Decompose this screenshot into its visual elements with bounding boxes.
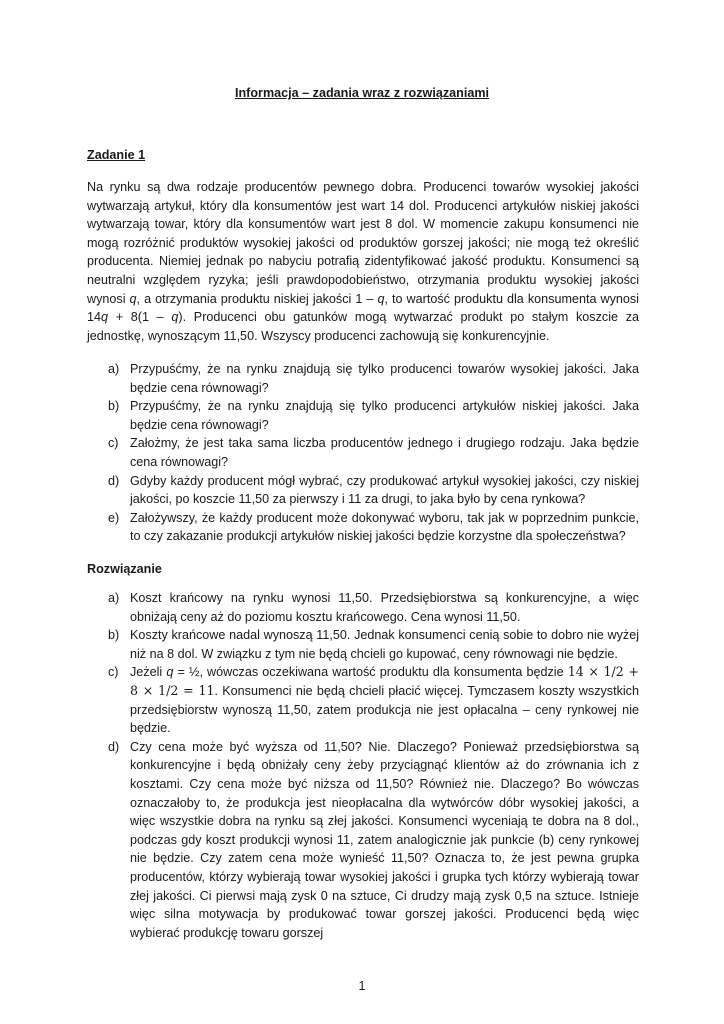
question-item <box>87 509 639 546</box>
solution-text: Czy cena może być wyższa od 11,50? Nie. Dlaczego? Ponieważ przedsiębiorstwa są konkurencyjne i będą obniżały ceny żeby przyciągnąć klientów aż do zrównania ich z kosztami. Czy cena może być niższa od 11,50? Również nie. Dlaczego? Bo wówczas oznaczałoby to, że produkcja jest nieopłacalna dla wytwórców dóbr wysokiej jakości, a więc wszystkie dobra na rynku są złej jakości. Konsumenci wyceniają te dobra na 8 dol., podczas gdy koszt produkcji wynosi 11, zatem analogicznie jak punkcie (b) ceny rynkowej nie będzie. Czy zatem cena może wynieść 11,50? Oznacza to, że jest pewna grupka producentów, którzy wybierają towar wysokiej jakości i grupka tych którzy wybierają towar złej jakości. Ci pierwsi mają zysk 0 na sztuce, Ci drudzy mają zysk 0,5 na sztuce. Istnieje więc silna motywacja by produkować towar gorszej jakości. Producenci będą więc wybierać produkcję towaru gorszej <box>130 739 639 940</box>
list-marker: b) <box>108 399 120 414</box>
solution-item <box>87 626 639 663</box>
question-text: Założmy, że jest taka sama liczba producentów jednego i drugiego rodzaju. Jaka będzie cena równowagi? <box>130 436 639 469</box>
question-text: Gdyby każdy producent mógł wybrać, czy produkować artykuł wysokiej jakości, czy niskiej jakości, po koszcie 11,50 za pierwszy i 11 za drugi, to jaka było by cena rynkowa? <box>130 473 639 507</box>
solution-text-eq: = ½, wówczas oczekiwana wartość produktu dla konsumenta będzie <box>173 665 568 680</box>
question-item <box>87 360 639 397</box>
list-marker: d) <box>108 739 120 754</box>
intro-text-4: + 8(1 – <box>108 310 172 325</box>
question-text: Przypuśćmy, że na rynku znajdują się tylko producenci towarów wysokiej jakości. Jaka będzie cena równowagi? <box>130 362 639 395</box>
math-formula: 14 × 1/2 + 8 × 1/2 = 11 <box>130 664 639 698</box>
intro-paragraph <box>87 178 639 345</box>
solution-item <box>87 663 639 737</box>
list-marker: d) <box>108 473 120 488</box>
solution-item <box>87 589 639 626</box>
solution-list <box>87 589 639 942</box>
intro-text-5: ). Producenci obu gatunków mogą wytwarzać produkt po stałym koszcie za jednostkę, wynoszącym 11,50. Wszyscy producenci zachowują się konkurencyjnie. <box>87 310 639 343</box>
question-item <box>87 434 639 471</box>
question-list <box>87 360 639 546</box>
solution-text-post: . Konsumenci nie będą chcieli płacić więcej. Tymczasem koszty wszystkich przedsiębiorstw wynoszą 11,50, zatem produkcja nie jest opłacalna – ceny rynkowej nie będzie. <box>130 683 639 736</box>
document-title: Informacja – zadania wraz z rozwiązaniami <box>234 86 490 100</box>
task-heading: Zadanie 1 <box>87 148 146 162</box>
variable-q: q <box>129 291 137 306</box>
solution-text: Koszt krańcowy na rynku wynosi 11,50. Przedsiębiorstwa są konkurencyjne, a więc obniżają ceny aż do poziomu kosztu krańcowego. Cena wynosi 11,50. <box>130 591 639 624</box>
list-marker: b) <box>108 628 120 643</box>
variable-q: q <box>166 665 174 680</box>
list-marker: c) <box>108 436 119 451</box>
variable-q: q <box>171 310 179 325</box>
solution-heading: Rozwiązanie <box>87 562 162 576</box>
list-marker: a) <box>108 362 120 376</box>
intro-text-2: , a otrzymania produktu niskiej jakości 1 – <box>136 291 378 306</box>
question-item <box>87 397 639 434</box>
intro-text-1: Na rynku są dwa rodzaje producentów pewnego dobra. Producenci towarów wysokiej jakości wytwarzają artykuł, który dla konsumentów jest wart 14 dol. Producenci artykułów niskiej jakości wytwarzają towar, który dla konsumentów wart jest 8 dol. W momencie zakupu konsumenci nie mogą rozróżnić produktów wysokiej jakości od produktów gorszej jakości; nie mogą też określić producenta. Niemiej jednak po nabyciu potrafią zidentyfikować jakość produktu. Konsumenci są neutralni względem ryzyka; jeśli prawdopodobieństwo, otrzymania produktu wysokiej jakości wynosi <box>87 180 639 306</box>
variable-q: q <box>101 310 109 325</box>
solution-text: Koszty krańcowe nadal wynoszą 11,50. Jednak konsumenci cenią sobie to dobro nie wyżej niż na 8 dol. W związku z tym nie będą chcieli go kupować, ceny równowagi nie będzie. <box>130 628 639 661</box>
solution-item <box>87 738 639 943</box>
question-text: Założywszy, że każdy producent może dokonywać wyboru, tak jak w poprzednim punkcie, to czy zakazanie produkcji artykułów niskiej jakości będzie korzystne dla społeczeństwa? <box>130 510 639 544</box>
intro-text-3: , to wartość produktu dla konsumenta wynosi 14 <box>87 291 639 325</box>
list-marker: e) <box>108 510 120 525</box>
list-marker: c) <box>108 665 119 680</box>
solution-text-pre: Jeżeli <box>130 665 167 680</box>
variable-q: q <box>377 291 385 306</box>
question-item <box>87 472 639 509</box>
question-text: Przypuśćmy, że na rynku znajdują się tylko producenci artykułów niskiej jakości. Jaka będzie cena równowagi? <box>130 399 639 432</box>
page-number: 1 <box>358 979 366 993</box>
list-marker: a) <box>108 591 120 605</box>
